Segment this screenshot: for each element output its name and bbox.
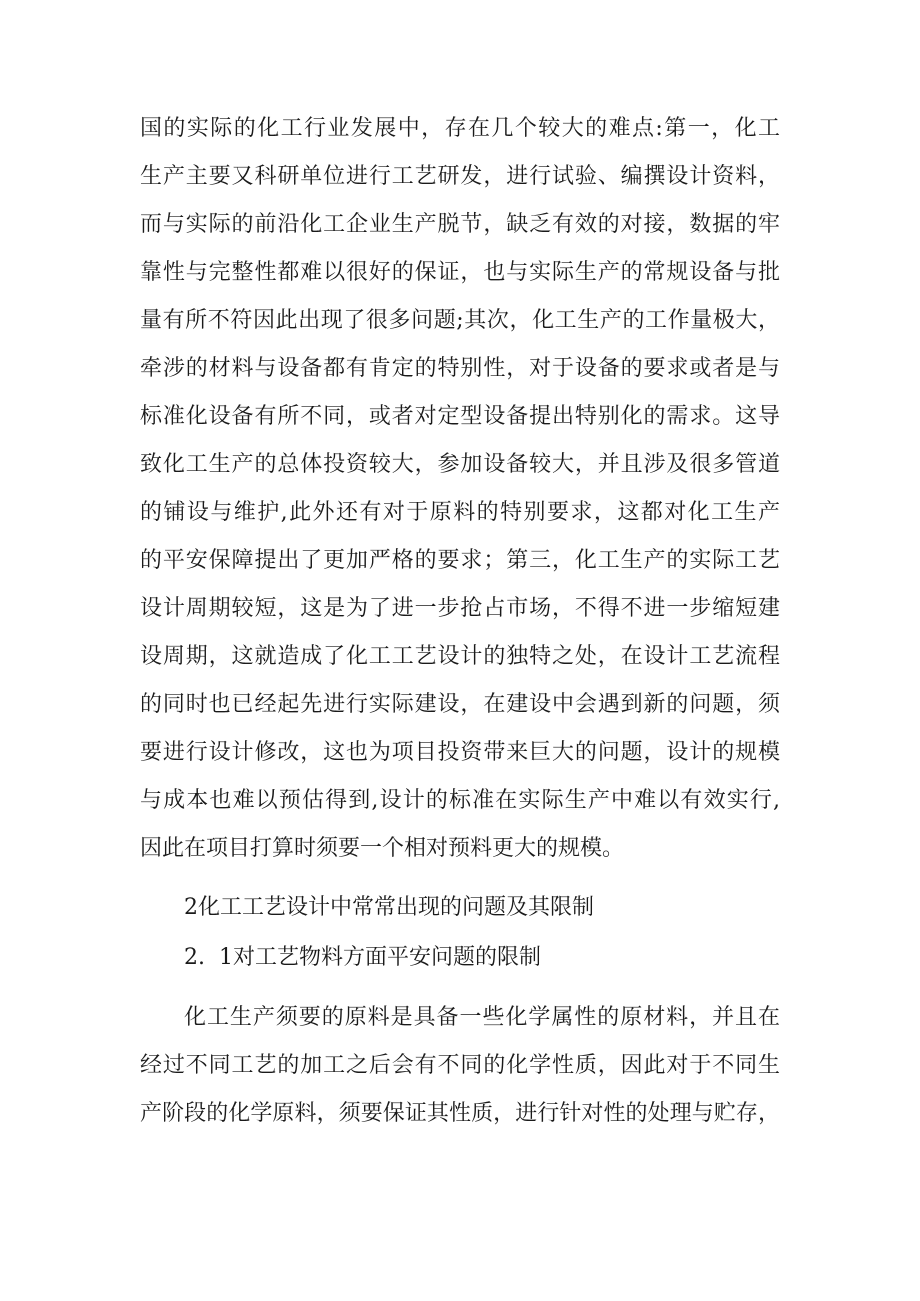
paragraph-2-line: 化工生产须要的原料是具备一些化学属性的原材料，并且在 (184, 1005, 780, 1030)
paragraph-1-line: 靠性与完整性都难以很好的保证，也与实际生产的常规设备与批 (140, 260, 780, 285)
paragraph-1-line: 与成本也难以预估得到,设计的标准在实际生产中难以有效实行, (140, 788, 780, 813)
paragraph-1-line: 要进行设计修改，这也为项目投资带来巨大的问题，设计的规模 (140, 740, 780, 765)
paragraph-1-line: 量有所不符因此出现了很多问题;其次，化工生产的工作量极大， (140, 308, 780, 333)
paragraph-1-line: 标准化设备有所不同，或者对定型设备提出特别化的需求。这导 (140, 404, 780, 429)
paragraph-1-line: 牵涉的材料与设备都有肯定的特别性，对于设备的要求或者是与 (140, 356, 780, 381)
paragraph-1-line: 致化工生产的总体投资较大，参加设备较大，并且涉及很多管道 (140, 452, 780, 477)
paragraph-1-line: 因此在项目打算时须要一个相对预料更大的规模。 (140, 836, 625, 861)
section-heading: 2化工工艺设计中常常出现的问题及其限制 (184, 895, 594, 920)
paragraph-2-line: 经过不同工艺的加工之后会有不同的化学性质，因此对于不同生 (140, 1053, 780, 1078)
paragraph-1-line: 国的实际的化工行业发展中，存在几个较大的难点:第一，化工 (140, 116, 780, 141)
paragraph-1-line: 的平安保障提出了更加严格的要求；第三，化工生产的实际工艺 (140, 548, 780, 573)
paragraph-1-line: 生产主要又科研单位进行工艺研发，进行试验、编撰设计资料， (140, 164, 780, 189)
paragraph-2-line: 产阶段的化学原料，须要保证其性质，进行针对性的处理与贮存， (140, 1101, 780, 1126)
paragraph-1-line: 设周期，这就造成了化工工艺设计的独特之处，在设计工艺流程 (140, 644, 780, 669)
paragraph-1-line: 的同时也已经起先进行实际建设，在建设中会遇到新的问题，须 (140, 692, 780, 717)
paragraph-1-line: 设计周期较短，这是为了进一步抢占市场，不得不进一步缩短建 (140, 596, 780, 621)
subsection-heading: 2. 1对工艺物料方面平安问题的限制 (184, 945, 541, 970)
paragraph-1-line: 的铺设与维护,此外还有对于原料的特别要求，这都对化工生产 (140, 500, 780, 525)
paragraph-1-line: 而与实际的前沿化工企业生产脱节，缺乏有效的对接，数据的牢 (140, 212, 780, 237)
